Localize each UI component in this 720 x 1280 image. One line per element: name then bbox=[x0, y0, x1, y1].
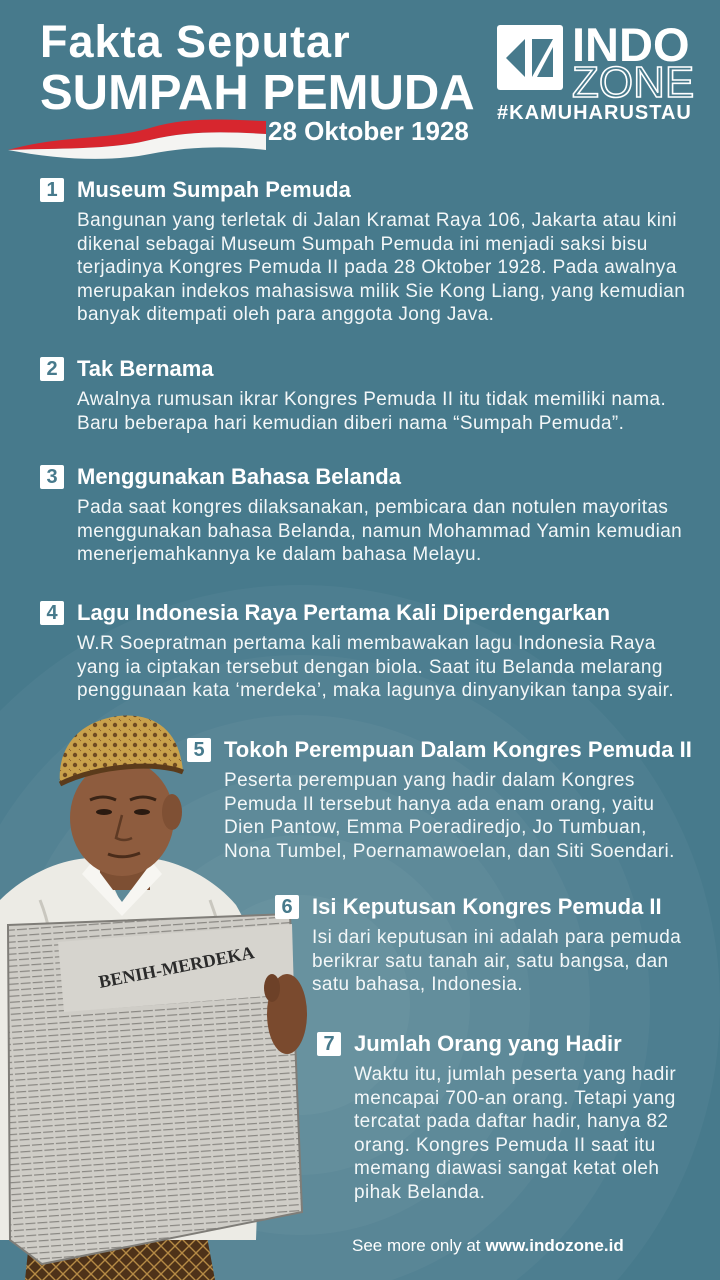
fact-body-line: penggunaan kata ‘merdeka’, maka lagunya dinyanyikan tanpa syair. bbox=[77, 680, 675, 702]
fact-body-line: Awalnya rumusan ikrar Kongres Pemuda II itu tidak memiliki nama. bbox=[77, 389, 667, 410]
fact-body-line: menerjemahkannya ke dalam bahasa Melayu. bbox=[77, 544, 482, 566]
fact-body bbox=[77, 496, 682, 567]
fact-body-line: memang diawasi sangat ketat oleh bbox=[354, 1158, 660, 1180]
fact-body-line: mencapai 700-an orang. Tetapi yang bbox=[354, 1087, 676, 1109]
fact-body bbox=[77, 632, 674, 703]
fact-body bbox=[312, 926, 681, 997]
fact-title: Museum Sumpah Pemuda bbox=[77, 177, 351, 202]
statue-thumb bbox=[264, 974, 280, 1002]
fact-body-line: merupakan indekos mahasiswa milik Sie Kong Liang, yang kemudian bbox=[77, 280, 686, 302]
fact-body-line: menggunakan bahasa Belanda, namun Mohammad Yamin kemudian bbox=[77, 520, 683, 542]
fact-body-line: satu bahasa, Indonesia. bbox=[312, 974, 523, 996]
newspaper-masthead: BENIH-MERDEKA bbox=[96, 942, 256, 992]
fact-body-line: Baru beberapa hari kemudian diberi nama “Sumpah Pemuda”. bbox=[77, 412, 625, 434]
page-title-line2: SUMPAH PEMUDA bbox=[40, 66, 475, 120]
fact-number-badge: 5 bbox=[187, 738, 211, 762]
fact-body-line: banyak ditempati oleh para anggota Jong Java. bbox=[77, 304, 495, 326]
fact-title: Isi Keputusan Kongres Pemuda II bbox=[312, 894, 662, 919]
fact-body bbox=[77, 388, 666, 435]
fact-body-line: Waktu itu, jumlah peserta yang hadir bbox=[354, 1064, 677, 1085]
fact-number-badge: 2 bbox=[40, 357, 64, 381]
footer-prefix: See more only at bbox=[352, 1236, 481, 1255]
statue-eye bbox=[134, 809, 150, 815]
fact-number-badge: 4 bbox=[40, 601, 64, 625]
event-date: 28 Oktober 1928 bbox=[268, 116, 469, 146]
fact-body-line: Pemuda II tersebut hanya ada enam orang, yaitu bbox=[224, 793, 655, 815]
fact-title: Tak Bernama bbox=[77, 356, 214, 381]
page-title-line1: Fakta Seputar bbox=[40, 16, 351, 67]
brand-name-bottom: ZONE bbox=[572, 58, 695, 107]
fact-body-line: yang ia ciptakan tersebut dengan biola. Saat itu Belanda melarang bbox=[77, 656, 663, 678]
fact-body bbox=[354, 1063, 676, 1205]
fact-body-line: Dien Pantow, Emma Poeradiredjo, Jo Tumbuan, bbox=[224, 817, 647, 839]
fact-body-line: Isi dari keputusan ini adalah para pemuda bbox=[312, 927, 682, 948]
fact-body-line: Pada saat kongres dilaksanakan, pembicara dan notulen mayoritas bbox=[77, 497, 669, 518]
fact-title: Tokoh Perempuan Dalam Kongres Pemuda II bbox=[224, 737, 692, 762]
fact-body-line: pihak Belanda. bbox=[354, 1181, 486, 1203]
indozone-logo-icon bbox=[497, 25, 563, 90]
fact-number-badge: 6 bbox=[275, 895, 299, 919]
fact-body-line: Bangunan yang terletak di Jalan Kramat Raya 106, Jakarta atau kini bbox=[77, 210, 677, 231]
fact-body-line: Nona Tumbel, Poernamawoelan, dan Siti Soendari. bbox=[224, 840, 675, 862]
footer bbox=[352, 1236, 624, 1256]
fact-body-line: W.R Soepratman pertama kali membawakan lagu Indonesia Raya bbox=[77, 633, 656, 654]
brand-hashtag: #KAMUHARUSTAU bbox=[497, 102, 692, 124]
fact-title: Menggunakan Bahasa Belanda bbox=[77, 464, 401, 489]
fact-title: Jumlah Orang yang Hadir bbox=[354, 1031, 622, 1056]
fact-body-line: orang. Kongres Pemuda II saat itu bbox=[354, 1134, 656, 1156]
fact-number-badge: 1 bbox=[40, 178, 64, 202]
statue-ear bbox=[162, 794, 182, 830]
fact-body-line: tercatat pada daftar hadir, hanya 82 bbox=[354, 1111, 669, 1133]
statue-eye bbox=[96, 809, 112, 815]
fact-body-line: Peserta perempuan yang hadir dalam Kongres bbox=[224, 770, 635, 791]
flag-ribbon-icon bbox=[0, 100, 280, 170]
fact-body bbox=[77, 209, 685, 327]
footer-url: www.indozone.id bbox=[485, 1236, 624, 1255]
fact-body-line: terjadinya Kongres Pemuda II pada 28 Oktober 1928. Pada awalnya bbox=[77, 257, 677, 279]
fact-title: Lagu Indonesia Raya Pertama Kali Diperdengarkan bbox=[77, 600, 611, 625]
brand-name-top: INDO bbox=[572, 18, 690, 71]
fact-number-badge: 3 bbox=[40, 465, 64, 489]
fact-body bbox=[224, 769, 675, 863]
fact-number-badge: 7 bbox=[317, 1032, 341, 1056]
fact-body-line: berikrar satu tanah air, satu bangsa, dan bbox=[312, 950, 669, 972]
fact-body-line: dikenal sebagai Museum Sumpah Pemuda ini menjadi saksi bisu bbox=[77, 233, 648, 255]
